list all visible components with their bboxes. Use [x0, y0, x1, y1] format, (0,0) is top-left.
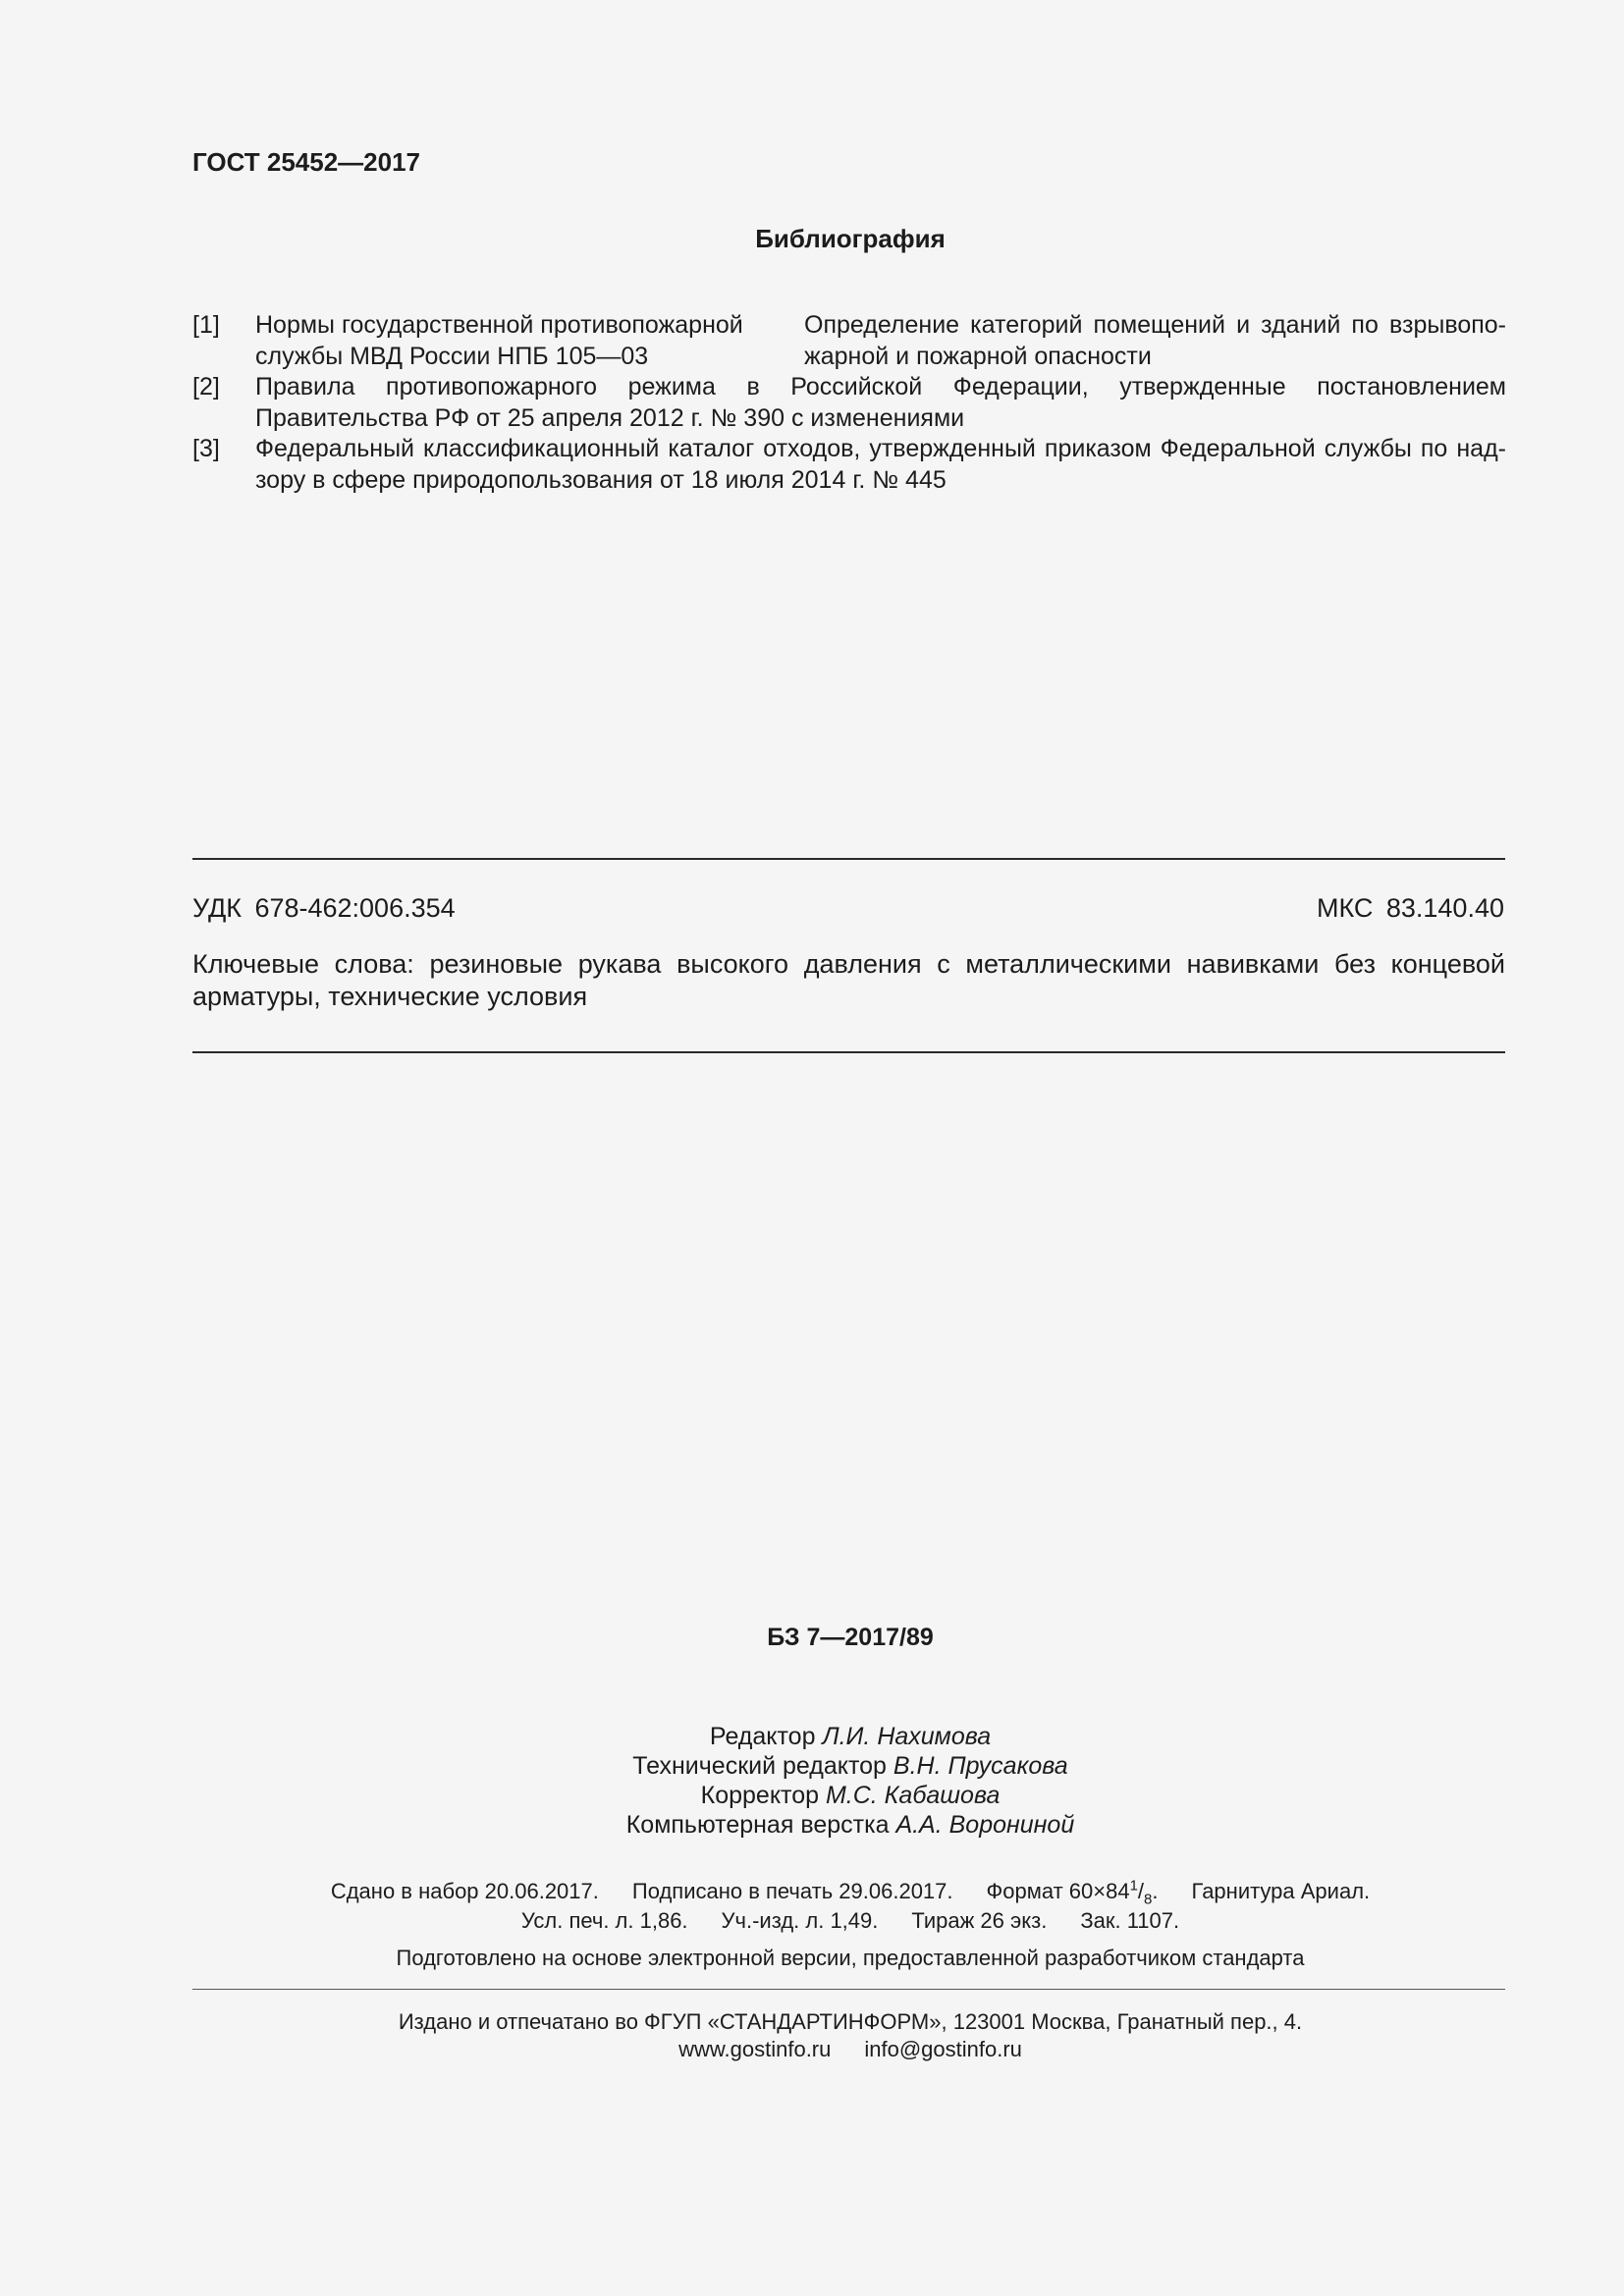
imprint-line2: [0, 1906, 1624, 1936]
imprint-sheets: Усл. печ. л. 1,86.: [520, 1908, 688, 1933]
bib-item-1-title: [255, 309, 766, 372]
imprint-divider: [192, 1989, 1505, 1990]
imprint-format: Формат $60\times 84^1/_8$.: [986, 1877, 1159, 1908]
imprint-circulation: Тираж 26 экз.: [911, 1908, 1048, 1933]
bib-item-1-desc-line2: жарной и пожарной опасности: [804, 343, 1152, 370]
bib-item-2-text: Правила противопожарного режима в Российской Федерации, утвержденные постановлением Правительства РФ от 25 апреля 2012 г. № 390 с изменениями: [255, 373, 1506, 432]
imprint-contacts: [0, 2035, 1624, 2064]
bib-item-3-number: [3]: [192, 435, 220, 462]
staff-tech-editor: Технический редактор В.Н. Прусакова: [632, 1752, 1068, 1780]
bib-item-1-title-line2: службы МВД России НПБ 105—03: [255, 343, 649, 370]
bottom-divider: [192, 1051, 1505, 1053]
udk-code: УДК 678-462:006.354: [192, 893, 456, 923]
email-link[interactable]: info@gostinfo.ru: [864, 2037, 1022, 2061]
imprint-edition-sheets: Уч.-изд. л. 1,49.: [721, 1908, 879, 1933]
imprint-line1: [0, 1877, 1624, 1906]
standard-code: ГОСТ 25452—2017: [192, 147, 420, 177]
imprint-prepared: Подготовлено на основе электронной версии, предоставленной разработчиком стандарта: [396, 1946, 1305, 1970]
staff-editor: Редактор Л.И. Нахимова: [709, 1723, 992, 1750]
bib-item-1-number: [1]: [192, 311, 220, 339]
bib-item-1-title-line1: Нормы государственной противопожарной: [255, 311, 743, 339]
bibliography-title: Библиография: [755, 224, 946, 253]
imprint-publisher: Издано и отпечатано во ФГУП «СТАНДАРТИНФОРМ», 123001 Москва, Гранатный пер., 4.: [398, 2009, 1303, 2034]
bz-number: БЗ 7—2017/89: [767, 1624, 934, 1651]
imprint-typeset: Сдано в набор 20.06.2017.: [330, 1879, 599, 1903]
mks-code: МКС 83.140.40: [1316, 893, 1504, 923]
bib-item-1-desc-line1: Определение категорий помещений и зданий по взрывопо-: [804, 311, 1506, 339]
bib-item-2-number: [2]: [192, 373, 220, 400]
keywords: Ключевые слова: резиновые рукава высокого давления с металлическими навивками без концевой арматуры, технические условия: [192, 949, 1505, 1011]
imprint-signed: Подписано в печать 29.06.2017.: [631, 1879, 953, 1903]
staff-layout: Компьютерная верстка А.А. Ворониной: [625, 1811, 1075, 1839]
imprint-order: Зак. 1107.: [1080, 1908, 1180, 1933]
imprint-font: Гарнитура Ариал.: [1191, 1879, 1371, 1903]
top-divider: [192, 858, 1505, 860]
website-link[interactable]: www.gostinfo.ru: [678, 2037, 832, 2061]
bib-item-3-text: Федеральный классификационный каталог отходов, утвержденный приказом Федеральной службы по над-зору в сфере природопользования от 18 июля 2014 г. № 445: [255, 435, 1506, 494]
staff-corrector: Корректор М.С. Кабашова: [700, 1782, 1001, 1809]
bib-item-1-description: [804, 309, 1506, 372]
